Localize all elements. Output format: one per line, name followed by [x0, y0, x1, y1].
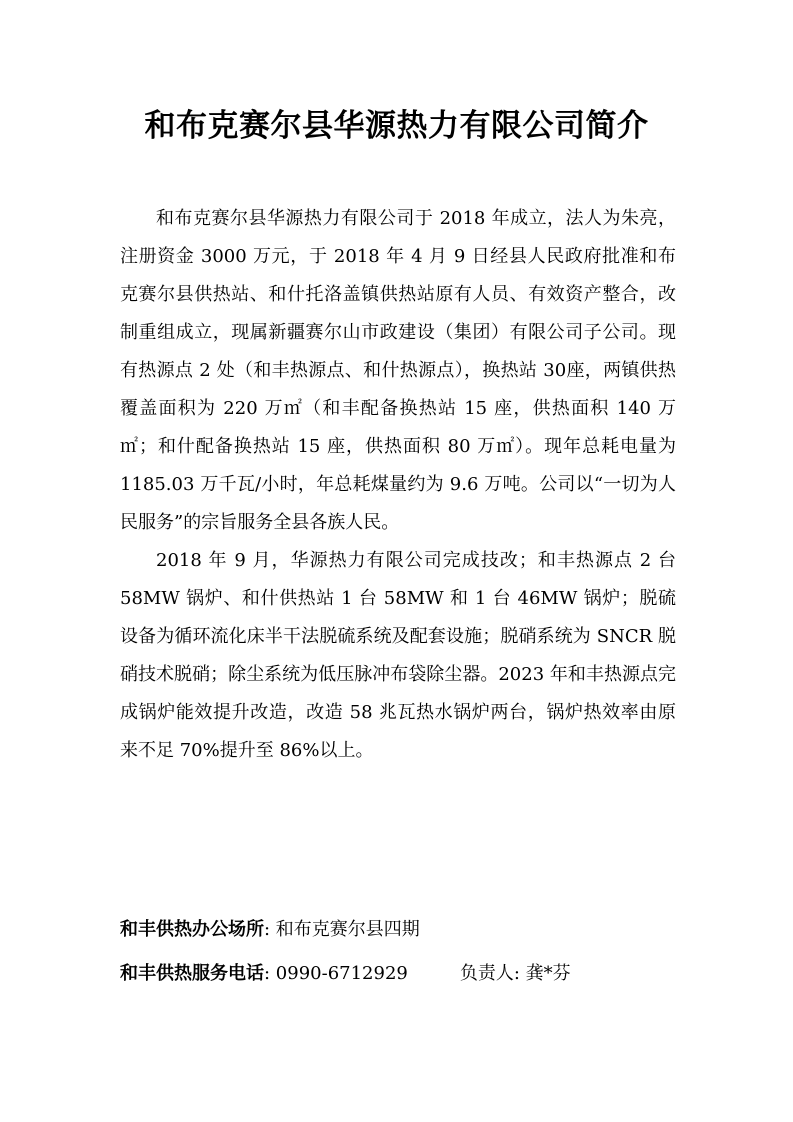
phone-label: 和丰供热服务电话 [120, 963, 264, 984]
contact-info [120, 908, 571, 996]
paragraph-technical-upgrade: 2018 年 9 月，华源热力有限公司完成技改；和丰热源点 2 台 58MW 锅炉、和什供热站 1 台 58MW 和 1 台 46MW 锅炉；脱硫设备为循环流化床半干法脱硫系统及配套设施；脱硝系统为 SNCR 脱硝技术脱硝；除尘系统为低压脉冲布袋除尘器。2023 年和丰热源点完成锅炉能效提升改造，改造 58 兆瓦热水锅炉两台，锅炉热效率由原来不足 70%提升至 86%以上。 [120, 550, 676, 761]
phone-colon: : [264, 963, 276, 984]
responsible-colon: : [513, 963, 526, 984]
document-title: 和布克赛尔县华源热力有限公司简介 [144, 108, 649, 144]
document-body [120, 200, 676, 770]
paragraph-company-overview: 和布克赛尔县华源热力有限公司于 2018 年成立，法人为朱亮，注册资金 3000 万元，于 2018 年 4 月 9 日经县人民政府批准和布克赛尔县供热站、和什托洛盖镇供热站原有人员、有效资产整合，改制重组成立，现属新疆赛尔山市政建设（集团）有限公司子公司。现有热源点 2 处（和丰热源点、和什热源点），换热站 30座，两镇供热覆盖面积为 220 万㎡（和丰配备换热站 15 座，供热面积 140 万㎡；和什配备换热站 15 座，供热面积 80 万㎡）。现年总耗电量为 1185.03 万千瓦/小时，年总耗煤量约为 9.6 万吨。公司以“一切为人民服务”的宗旨服务全县各族人民。 [120, 208, 676, 533]
responsible-value: 龚*芬 [525, 963, 571, 984]
responsible-label: 负责人 [459, 963, 514, 984]
phone-row [120, 952, 571, 996]
phone-value: 0990-6712929 [275, 963, 408, 984]
office-colon: : [264, 919, 276, 940]
office-label: 和丰供热办公场所 [120, 919, 264, 940]
office-row [120, 908, 571, 952]
office-value: 和布克赛尔县四期 [275, 919, 420, 940]
